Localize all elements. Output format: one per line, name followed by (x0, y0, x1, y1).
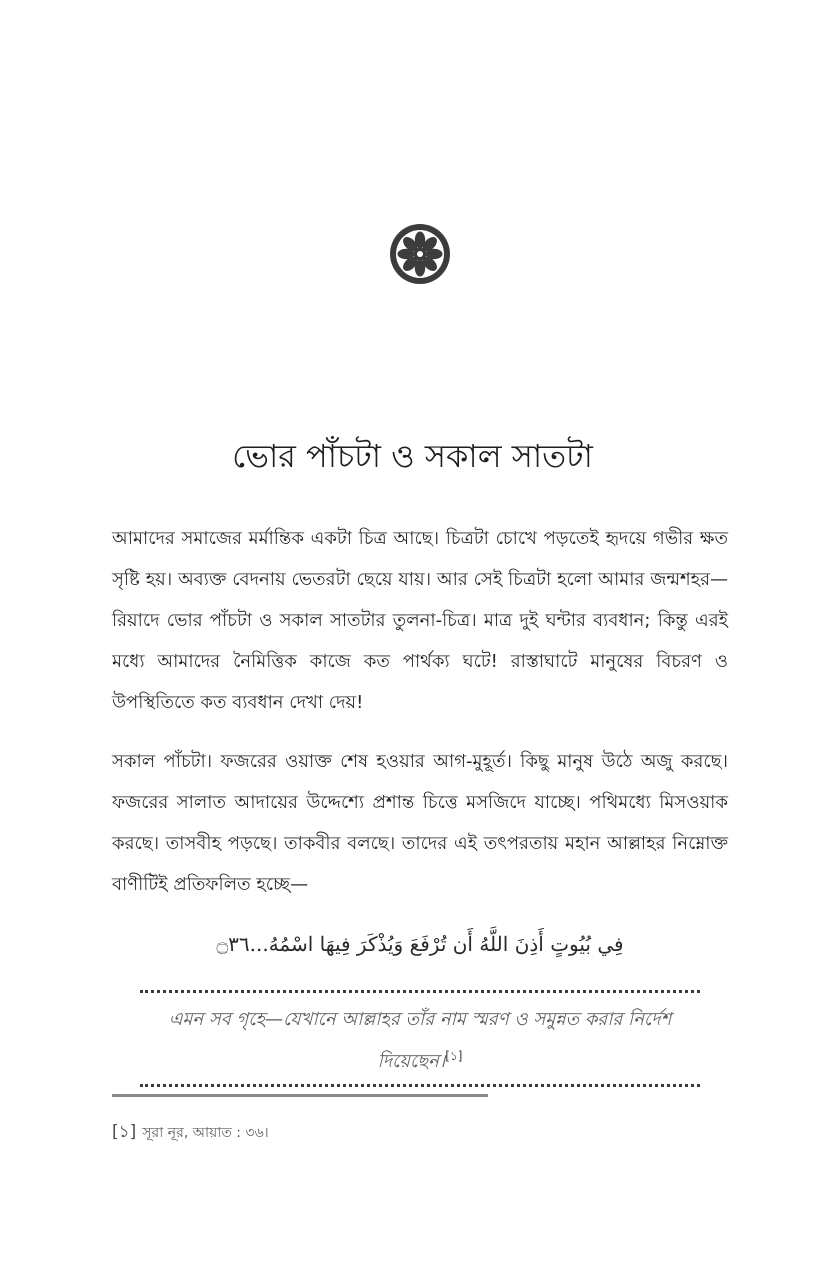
verse-divider-top (140, 990, 700, 993)
verse-translation-text: এমন সব গৃহে—যেখানে আল্লাহর তাঁর নাম স্মরণ ও সমুন্নত করার নির্দেশ দিয়েছেন। (168, 1009, 672, 1072)
footnote-marker: [১] (112, 1122, 137, 1142)
footnote-text: সূরা নূর, আয়াত : ৩৬। (142, 1125, 269, 1141)
verse-footnote-ref[interactable]: [১] (445, 1049, 463, 1063)
chapter-title: ভোর পাঁচটা ও সকাল সাতটা (232, 437, 593, 475)
verse-divider-bottom (140, 1084, 700, 1087)
body-paragraph-2: সকাল পাঁচটা। ফজরের ওয়াক্ত শেষ হওয়ার আগ-মুহূর্ত। কিছু মানুষ উঠে অজু করছে। ফজরের সালাত আদায়ের উদ্দেশ্যে প্রশান্ত চিত্তে মসজিদে যাচ্ছে। পথিমধ্যে মিসওয়াক করছে। তাসবীহ পড়ছে। তাকবীর বলছে। তাদের এই তৎপরতায় মহান আল্লাহর নিম্নোক্ত বাণীটিই প্রতিফলিত হচ্ছে— (112, 751, 728, 895)
footnote-rule (112, 1094, 488, 1097)
quran-verse-arabic: فِي بُيُوتٍ أَذِنَ اللَّهُ أَن تُرْفَعَ وَيُذْكَرَ فِيهَا اسْمُهُ...۝٣٦ (216, 932, 624, 956)
footnote (112, 1119, 712, 1146)
body-paragraph-1: আমাদের সমাজের মর্মান্তিক একটা চিত্র আছে। চিত্রটা চোখে পড়তেই হৃদয়ে গভীর ক্ষত সৃষ্টি হয়। অব্যক্ত বেদনায় ভেতরটা ছেয়ে যায়। আর সেই চিত্রটা হলো আমার জন্মশহর—রিয়াদে ভোর পাঁচটা ও সকাল সাতটার তুলনা-চিত্র। মাত্র দুই ঘন্টার ব্যবধান; কিন্তু এরই মধ্যে আমাদের নৈমিত্তিক কাজে কত পার্থক্য ঘটে! রাস্তাঘাটে মানুষের বিচরণ ও উপস্থিতিতে কত ব্যবধান দেখা দেয়! (112, 528, 728, 713)
flower-ornament-icon (389, 223, 451, 285)
verse-translation (140, 1002, 700, 1080)
